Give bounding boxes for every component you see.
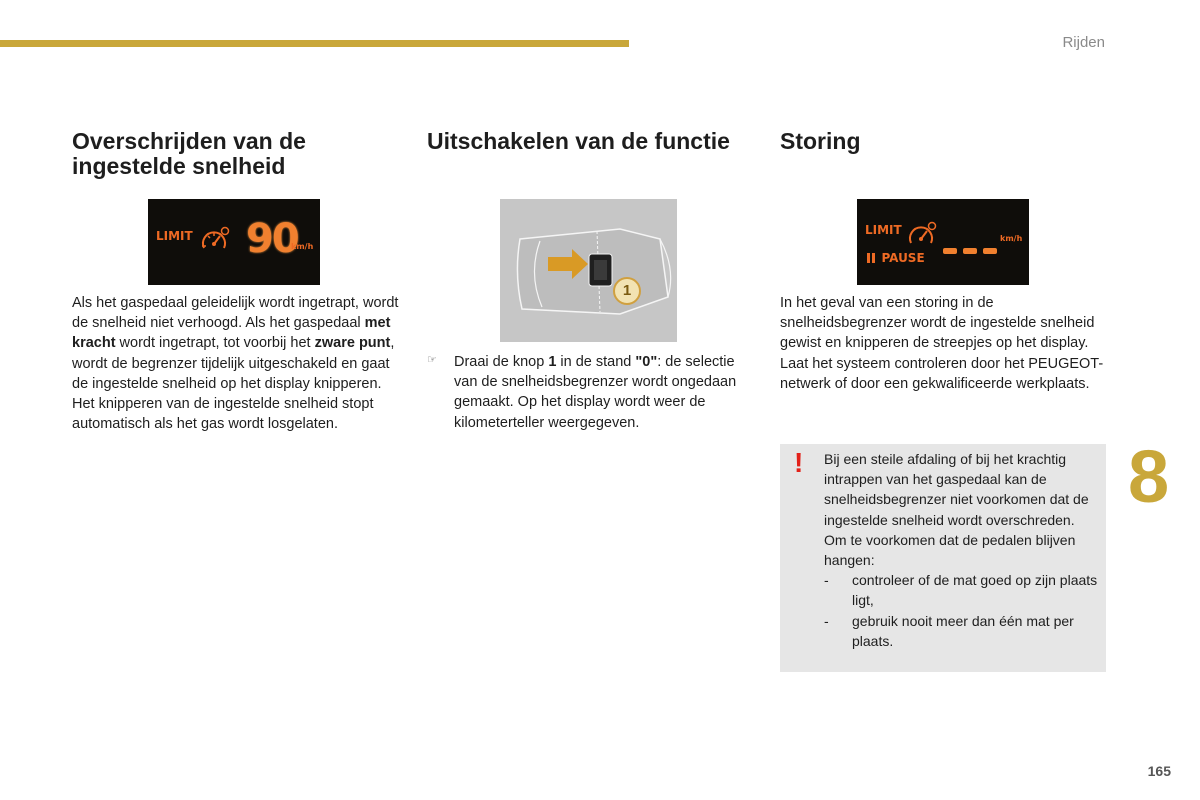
set-speed-value: 90 [246, 216, 298, 262]
warning-text: Bij een steile afdaling of bij het krachtig intrappen van het gaspedaal kan de snelheidsbegrenzer niet voorkomen dat de ingestelde snelheid wordt overschreden. Om te voorkomen dat de pedalen blijven hangen: - controleer of de mat goed op zijn plaats ligt, - gebruik nooit meer dan één mat per plaats. [824, 449, 1104, 651]
speed-limit-display [148, 199, 320, 285]
page-number: 165 [1147, 763, 1171, 779]
limit-label: LIMIT [156, 229, 193, 243]
speedometer-icon [200, 226, 230, 254]
pause-label: PAUSE [881, 251, 925, 265]
instruction-item [427, 352, 757, 433]
limit-label: LIMIT [865, 223, 902, 237]
malfunction-display [857, 199, 1029, 285]
speedometer-icon [907, 221, 937, 249]
section-title: Rijden [1062, 34, 1105, 51]
speed-unit: km/h [1000, 234, 1023, 243]
malfunction-paragraph: In het geval van een storing in de snelheidsbegrenzer wordt de ingestelde snelheid gewist en knipperen de streepjes op het display. Laat het systeem controleren door het PEUGEOT-netwerk of door een gekwalificeerde werkplaats. [780, 295, 1104, 392]
stalk-illustration [500, 199, 677, 342]
list-item: - gebruik nooit meer dan één mat per plaats. [824, 612, 1074, 649]
speed-unit: km/h [291, 242, 314, 251]
disable-instruction: Draai de knop 1 in de stand "0": de selectie van de snelheidsbegrenzer wordt ongedaan gemaakt. Op het display wordt weer de kilometerteller weergegeven. [454, 354, 737, 431]
pause-bars-icon [867, 253, 870, 263]
heading-overspeed: Overschrijden van de ingestelde snelheid [72, 128, 306, 179]
heading-disable-function: Uitschakelen van de functie [427, 128, 730, 154]
overspeed-paragraph: Als het gaspedaal geleidelijk wordt ingetrapt, wordt de snelheid niet verhoogd. Als het gaspedaal met kracht wordt ingetrapt, tot voorbij het zware punt, wordt de begrenzer tijdelijk uitgeschakeld en gaat de ingestelde snelheid op het display knipperen. Het knipperen van de ingestelde snelheid stopt automatisch als het gas wordt losgelaten. [72, 295, 399, 433]
dash-placeholder [943, 241, 997, 259]
callout-1: 1 [613, 277, 641, 305]
header-accent-bar [0, 40, 629, 47]
list-item: - controleer of de mat goed op zijn plaats ligt, [824, 572, 1098, 609]
pointing-hand-icon: ☞ [427, 354, 437, 366]
warning-icon: ! [794, 447, 804, 478]
chapter-number: 8 [1128, 435, 1170, 518]
pause-indicator [867, 250, 925, 268]
heading-malfunction: Storing [780, 128, 861, 154]
